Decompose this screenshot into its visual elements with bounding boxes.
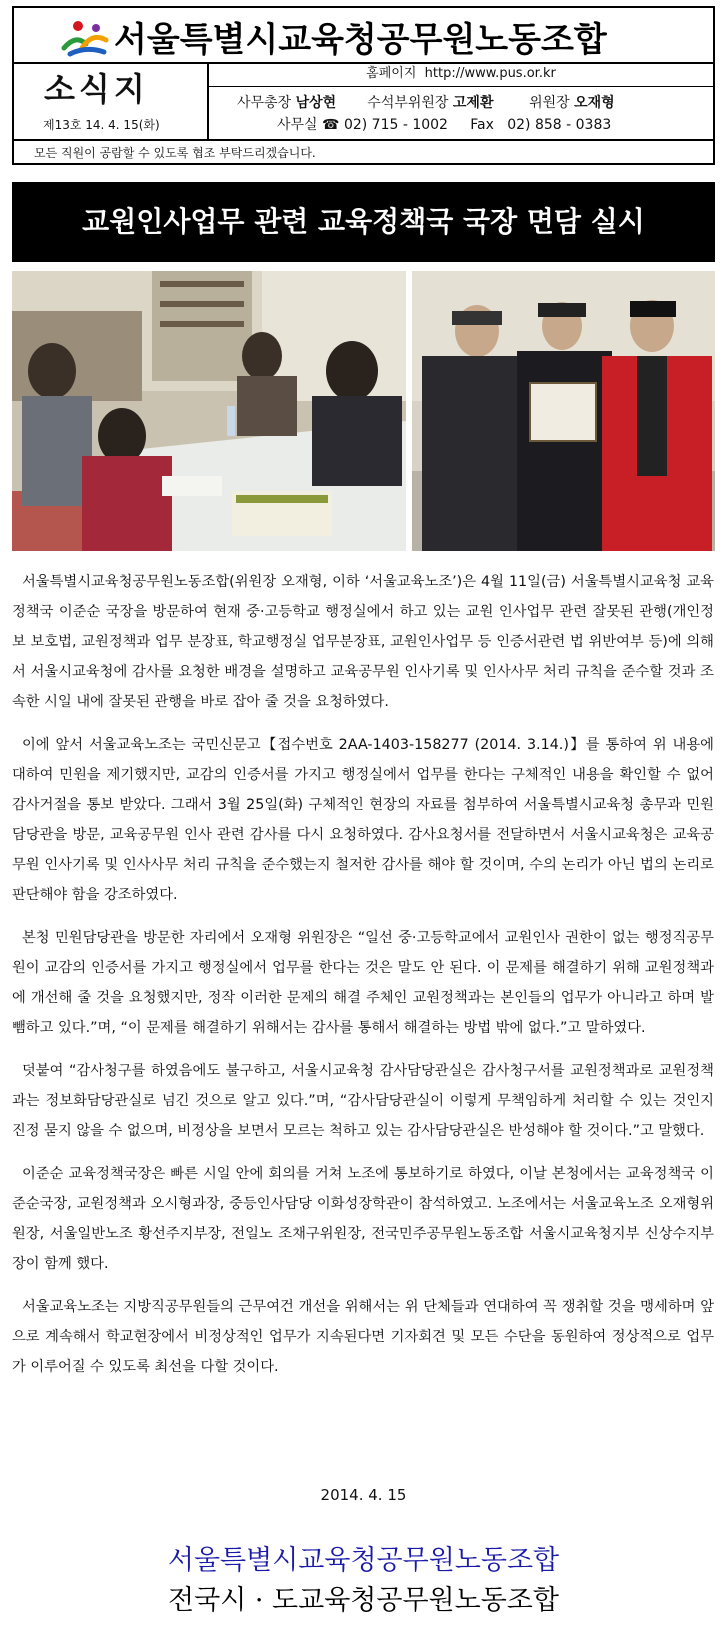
fax-label: Fax — [470, 117, 494, 133]
article-body — [12, 567, 714, 1395]
article-paragraph: 이준순 교육정책국장은 빠른 시일 안에 회의를 거쳐 노조에 통보하기로 하였다, 이날 본청에서는 교육정책국 이준순국장, 교원정책과 오시형과장, 중등인사담당 이화성장학관이 참석하였고. 노조에서는 서울교육노조 오재형위원장, 서울일반노조 황선주지부장, 전일노 조채구위원장, 전국민주공무원노동조합 서울시교육청지부 신상수지부장이 함께 했다. — [12, 1166, 714, 1272]
article-paragraph: 덧붙여 “감사청구를 하였음에도 불구하고, 서울시교육청 감사담당관실은 감사청구서를 교원정책과로 교원정책과는 정보화담당관실로 넘긴 것으로 알고 있다.”며, “감사담당관실이 이렇게 무책임하게 처리할 수 있는 것인지 진정 묻지 않을 수 없으며, 비정상을 보면서 모르는 척하고 있는 감사담당관실은 반성해야 할 것이다.”고 말했다. — [12, 1063, 714, 1139]
circulation-notice: 모든 직원이 공람할 수 있도록 협조 부탁드리겠습니다. — [34, 146, 316, 160]
union-logo-icon — [60, 18, 110, 58]
homepage-label: 홈페이지 — [366, 66, 417, 81]
article-paragraph: 서울교육노조는 지방직공무원들의 근무여건 개선을 위해서는 위 단체들과 연대하여 꼭 쟁취할 것을 맹세하며 앞으로 계속해서 학교현장에서 비정상적인 업무가 지속된다면 기자회견 및 모든 수단을 동원하여 정상적으로 업무가 이루어질 수 있도록 최선을 다할 것이다. — [12, 1299, 714, 1375]
chair-name: 오재형 — [574, 95, 615, 111]
meeting-photo — [12, 271, 406, 551]
secretary-general-name: 남상현 — [295, 95, 337, 111]
secretary-general-title: 사무총장 — [237, 95, 292, 111]
fax-number: 02) 858 - 0383 — [507, 117, 612, 133]
senior-vp-name: 고제환 — [452, 95, 494, 111]
masthead — [12, 6, 715, 165]
contact-line — [277, 114, 611, 134]
article-paragraph: 본청 민원담당관을 방문한 자리에서 오재형 위원장은 “일선 중·고등학교에서 교원인사 권한이 없는 행정직공무원이 교감의 인증서를 가지고 행정실에서 업무를 한다는 것은 말도 안 된다. 이 문제를 해결하기 위해 교원정책과에 개선해 줄 것을 요청했지만, 정작 이러한 문제의 해결 주체인 교원정책과는 본인들의 업무가 아니라고 하며 발뺌하고 있다.”며, “이 문제를 해결하기 위해서는 감사를 통해서 해결하는 방법 밖에 없다.”고 말하였다. — [12, 930, 714, 1036]
article-paragraph: 서울특별시교육청공무원노동조합(위원장 오재형, 이하 ‘서울교육노조’)은 4월 11일(금) 서울특별시교육청 교육정책국 이준순 국장을 방문하여 현재 중·고등학교 행정실에서 하고 있는 교원 인사업무 관련 잘못된 관행(개인정보 보호법, 교원정책과 업무 분장표, 학교행정실 업무분장표, 교원인사업무 등 인증서관련 법 위반여부 등)에 의해서 서울시교육청에 감사를 요청한 배경을 설명하고 교육공무원 인사기록 및 인사사무 처리 규칙을 준수할 것과 조속한 시일 내에 잘못된 관행을 바로 잡아 줄 것을 요청하였다. — [12, 574, 714, 710]
org-name: 서울특별시교육청공무원노동조합 — [114, 20, 607, 60]
publication-date: 2014. 4. 15 — [320, 1486, 407, 1504]
article-paragraph: 이에 앞서 서울교육노조는 국민신문고【접수번호 2AA-1403-158277 (2014. 3.14.)】를 통하여 위 내용에 대하여 민원을 제기했지만, 교감의 인증서를 가지고 행정실에서 업무를 한다는 구체적인 내용을 확인할 수 없어 감사거절을 통보 받았다. 그래서 3월 25일(화) 구체적인 현장의 자료를 첨부하여 서울특별시교육청 총무과 민원담당관을 방문, 교육공무원 인사 관련 감사를 다시 요청하였다. 감사요청서를 전달하면서 서울시교육청은 교육공무원 인사기록 및 인사사무 처리 규칙을 준수했는지 철저한 감사를 해야 할 것이며, 수의 논리가 아닌 법의 논리로 판단해야 함을 강조하였다. — [12, 737, 714, 903]
homepage-url[interactable]: http://www.pus.or.kr — [424, 66, 556, 81]
contact-info — [207, 62, 715, 139]
phone-icon: ☎ — [322, 117, 340, 133]
newsletter-box — [14, 62, 209, 139]
senior-vp-title: 수석부위원장 — [367, 95, 449, 111]
newsletter-title: 소식지 — [44, 70, 149, 108]
issue-number: 제13호 14. 4. 15(화) — [43, 118, 160, 132]
footer-org-seoul: 서울특별시교육청공무원노동조합 — [167, 1545, 560, 1576]
footer-org-national: 전국시 · 도교육청공무원노동조합 — [168, 1585, 559, 1616]
chair-title: 위원장 — [529, 95, 570, 111]
officers-line — [237, 92, 615, 112]
masthead-title-row — [14, 8, 713, 64]
phone-number: 02) 715 - 1002 — [343, 117, 448, 133]
masthead-info-row — [14, 62, 713, 141]
homepage-line — [207, 62, 715, 87]
headline-banner: 교원인사업무 관련 교육정책국 국장 면담 실시 — [12, 182, 715, 262]
petition-handover-photo — [412, 271, 715, 551]
office-label: 사무실 — [277, 117, 318, 133]
